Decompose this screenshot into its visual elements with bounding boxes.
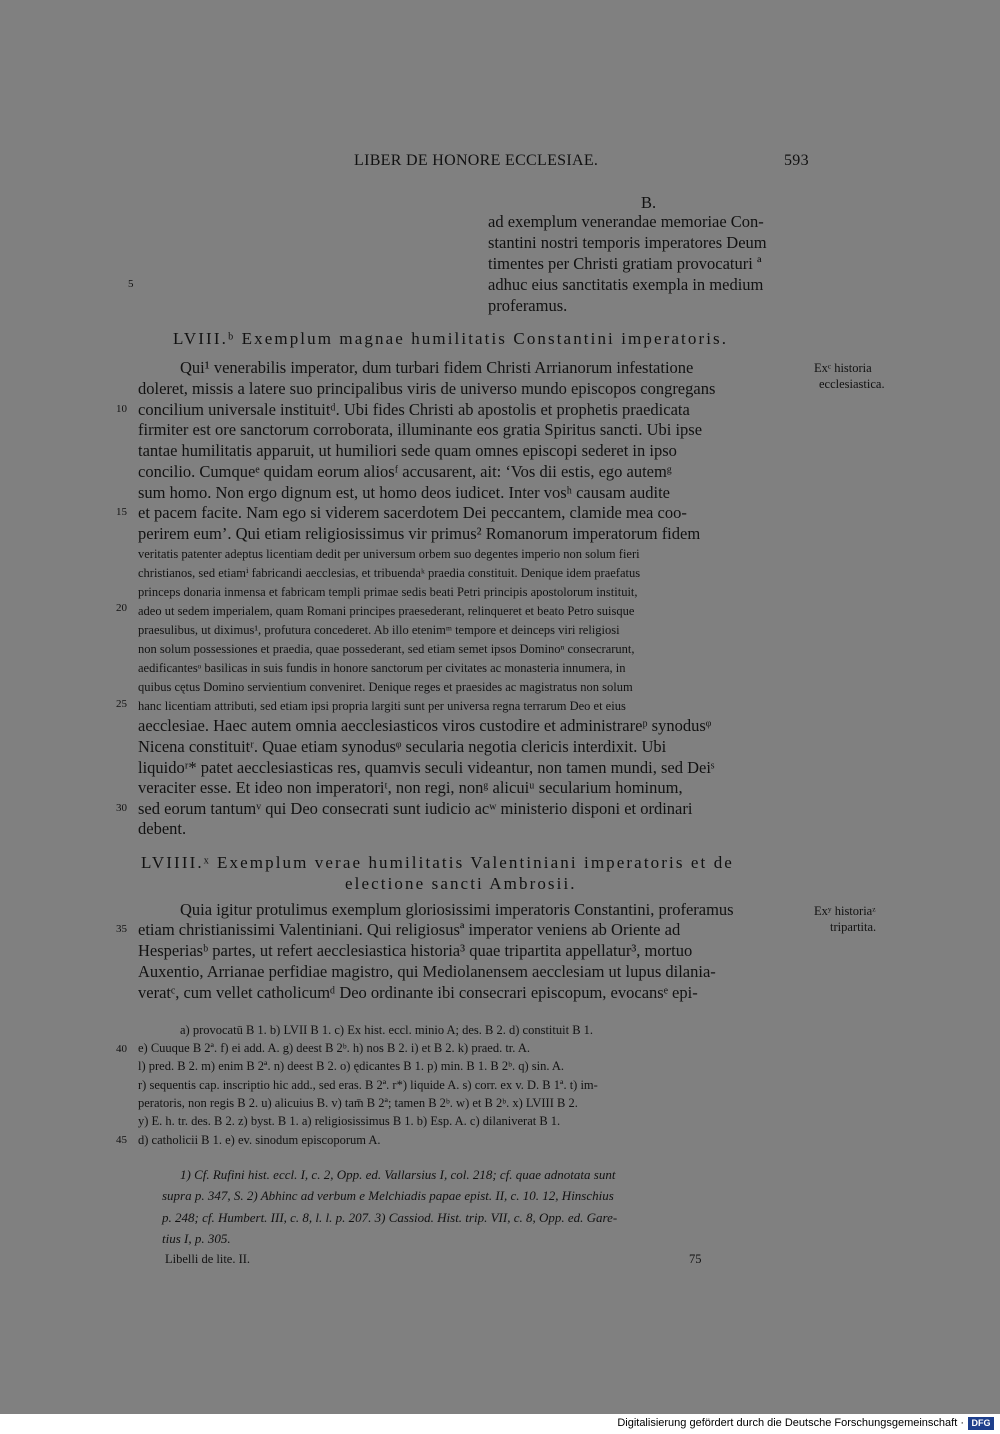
line-number: 10	[116, 403, 127, 415]
apparatus-line: l) pred. B 2. m) enim B 2ª. n) deest B 2. o) ędicantes B 1. p) min. B 1. B 2ᵇ. q) sin. A.	[138, 1059, 565, 1073]
apparatus-line: y) E. h. tr. des. B 2. z) byst. B 1. a) religiosissimus B 1. b) Esp. A. c) dilaniverat B 1.	[138, 1114, 561, 1128]
margin-note: Exʸ historiaᶻ	[814, 904, 876, 918]
signature-right: 75	[689, 1252, 702, 1266]
text-line: et pacem facite. Nam ego si viderem sacerdotem Dei peccantem, clamide mea coo-	[138, 503, 687, 522]
chapter-heading: electione sancti Ambrosii.	[345, 874, 577, 893]
text-line-small: praesulibus, ut diximus¹, profutura concederet. Ab illo etenimᵐ tempore et deinceps viri religiosi	[138, 623, 620, 637]
column-b-line: stantini nostri temporis imperatores Deum	[488, 233, 767, 252]
text-line: liquidoʳ* patet aecclesiasticas res, quamvis seculi videantur, non tamen mundi, sed Deiˢ	[138, 758, 715, 777]
column-b-line: timentes per Christi gratiam provocaturi ª	[488, 254, 762, 273]
text-line: etiam christianissimi Valentiniani. Qui religiosusª imperator veniens ab Oriente ad	[138, 920, 681, 939]
line-number: 45	[116, 1134, 127, 1146]
apparatus-line: r) sequentis cap. inscriptio hic add., sed eras. B 2ª. r*) liquide A. s) corr. ex v. D. B 1ª. t) im-	[138, 1078, 598, 1092]
text-line: veraciter esse. Et ideo non imperatoriᵗ, non regi, nonᵍ alicuiᵘ secularium hominum,	[138, 778, 683, 797]
footer-credit: Digitalisierung gefördert durch die Deutsche Forschungsgemeinschaft ·	[617, 1417, 964, 1429]
text-line: sed eorum tantumᵛ qui Deo consecrati sunt iudicio acʷ ministerio disponi et ordinari	[138, 799, 693, 818]
source-note: supra p. 347, S. 2) Abhinc ad verbum e Melchiadis papae epist. II, c. 10. 12, Hinschius	[162, 1188, 614, 1203]
text-line: debent.	[138, 819, 187, 838]
line-number: 25	[116, 698, 127, 710]
text-line-small: christianos, sed etiamⁱ fabricandi aecclesias, et tribuendaᵏ praedia constituit. Denique idem praefatus	[138, 566, 641, 580]
margin-note: tripartita.	[830, 920, 877, 934]
column-siglum: B.	[641, 193, 657, 212]
apparatus-line: a) provocatū B 1. b) LVII B 1. c) Ex hist. eccl. minio A; des. B 2. d) constituit B 1.	[180, 1023, 594, 1037]
signature-left: Libelli de lite. II.	[165, 1252, 251, 1266]
chapter-heading: LVIII.ᵇ Exemplum magnae humilitatis Constantini imperatoris.	[173, 329, 729, 348]
text-line-small: veritatis patenter adeptus licentiam dedit per universum orbem suo degentes imperio non solum fieri	[138, 547, 640, 561]
text-line: doleret, missis a latere suo principalibus viris de universo mundo episcopos congregans	[138, 379, 716, 398]
column-b-line: adhuc eius sanctitatis exempla in medium	[488, 275, 764, 294]
line-number: 5	[128, 278, 134, 290]
source-note: 1) Cf. Rufini hist. eccl. I, c. 2, Opp. ed. Vallarsius I, col. 218; cf. quae adnotata sunt	[180, 1167, 616, 1182]
text-line: perirem eum’. Qui etiam religiosissimus vir primus² Romanorum imperatorum fidem	[138, 524, 701, 543]
text-line: tantae humilitatis apparuit, ut humiliori sede quam omnes episcopi sederet in ipso	[138, 441, 677, 460]
text-line: Auxentio, Arrianae perfidiae magistro, qui Mediolanensem aecclesiam ut lupus dilania-	[138, 962, 716, 981]
text-line: Qui¹ venerabilis imperator, dum turbari fidem Christi Arrianorum infestatione	[180, 358, 694, 377]
apparatus-line: peratoris, non regis B 2. u) alicuius B. v) tam̄ B 2ª; tamen B 2ᵇ. w) et B 2ᵇ. x) LVIII B 2.	[138, 1096, 578, 1110]
apparatus-line: e) Cuuque B 2ª. f) ei add. A. g) deest B 2ᵇ. h) nos B 2. i) et B 2. k) praed. tr. A.	[138, 1041, 530, 1055]
page-number: 593	[784, 152, 809, 169]
text-line: sum homo. Non ergo dignum est, ut homo deos iudicet. Inter vosʰ causam audite	[138, 483, 670, 502]
text-line: concilium universale instituitᵈ. Ubi fides Christi ab apostolis et prophetis praedicata	[138, 400, 690, 419]
text-line: veratᶜ, cum vellet catholicumᵈ Deo ordinante ibi consecrari episcopum, evocansᵉ epi-	[138, 983, 698, 1002]
dfg-logo: DFG	[968, 1417, 994, 1430]
text-line-small: princeps donaria inmensa et fabricam templi primae sedis beati Petri principis apostolorum instituit,	[138, 585, 638, 599]
column-b-line: proferamus.	[488, 296, 568, 315]
text-line: Quia igitur protulimus exemplum gloriosissimi imperatoris Constantini, proferamus	[180, 900, 734, 919]
chapter-heading: LVIIII.ˣ Exemplum verae humilitatis Valentiniani imperatoris et de	[141, 853, 734, 872]
line-number: 30	[116, 802, 127, 814]
line-number: 40	[116, 1043, 127, 1055]
text-line: Hesperiasᵇ partes, ut refert aecclesiastica historia³ quae tripartita appellatur³, mortuo	[138, 941, 693, 960]
apparatus-line: d) catholicii B 1. e) ev. sinodum episcoporum A.	[138, 1133, 381, 1147]
text-line-small: adeo ut sedem imperialem, quam Romani principes praesederant, relinqueret et beato Petro suisque	[138, 604, 635, 618]
running-title: LIBER DE HONORE ECCLESIAE.	[354, 152, 599, 169]
column-b-line: ad exemplum venerandae memoriae Con-	[488, 212, 764, 231]
text-line: concilio. Cumqueᵉ quidam eorum aliosᶠ accusarent, ait: ‘Vos dii estis, ego autemᵍ	[138, 462, 672, 481]
text-line: Nicena constituitʳ. Quae etiam synodusᵠ secularia negotia clericis interdixit. Ubi	[138, 737, 667, 756]
source-note: tius I, p. 305.	[162, 1231, 231, 1246]
line-number: 35	[116, 923, 127, 935]
text-line: firmiter est ore sanctorum corroborata, illuminante eos gratia Spiritus sancti. Ubi ipse	[138, 420, 703, 439]
text-line-small: non solum possessiones et praedia, quae possederant, sed etiam semet ipsos Dominoⁿ consecrarunt,	[138, 642, 635, 656]
line-number: 20	[116, 602, 127, 614]
text-line: aecclesiae. Haec autem omnia aecclesiasticos viros custodire et administrareᵖ synodusᵠ	[138, 716, 712, 735]
text-line-small: aedificantesᵒ basilicas in suis fundis in honore sanctorum per civitates ac monasteria innumera, in	[138, 661, 626, 675]
margin-note: ecclesiastica.	[819, 377, 885, 391]
footer-bar	[0, 1414, 1000, 1434]
text-line-small: hanc licentiam attributi, sed etiam ipsi propria largiti sunt per universa regna terrarum Deo et eius	[138, 699, 626, 713]
text-line-small: quibus cętus Domino servientium conveniret. Denique reges et praesides ac magistratus non solum	[138, 680, 633, 694]
margin-note: Exᶜ historia	[814, 361, 872, 375]
line-number: 15	[116, 506, 127, 518]
source-note: p. 248; cf. Humbert. III, c. 8, l. l. p. 207. 3) Cassiod. Hist. trip. VII, c. 8, Opp. ed. Gare-	[162, 1210, 618, 1225]
